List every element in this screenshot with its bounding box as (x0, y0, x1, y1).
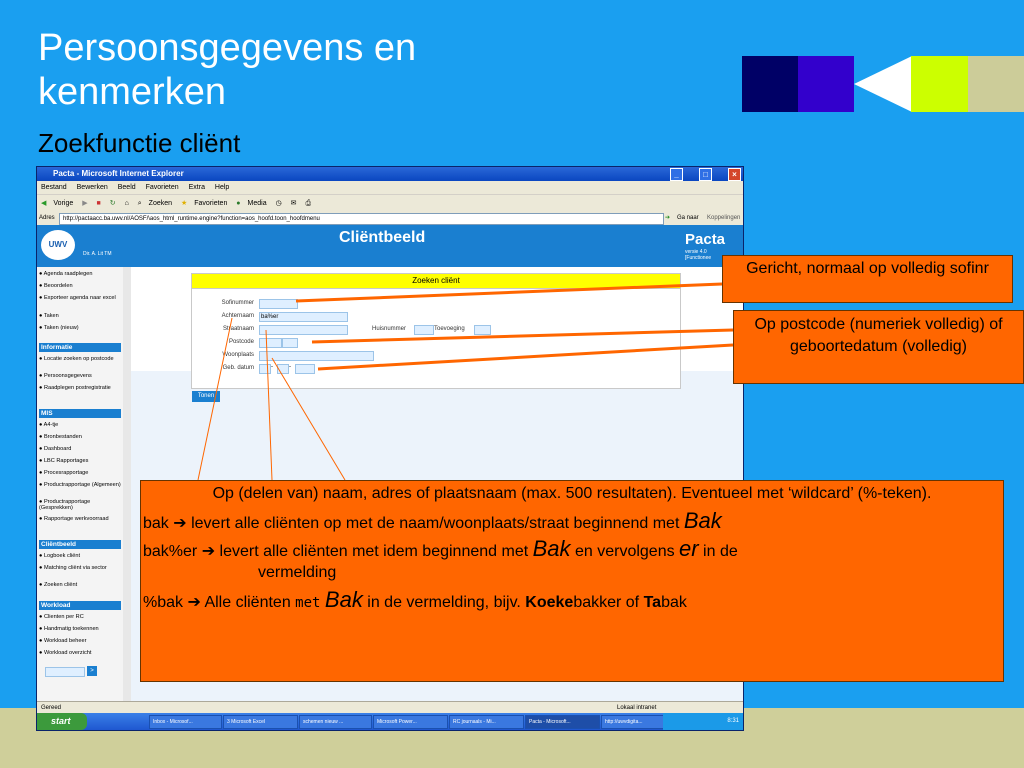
browser-title: Pacta - Microsoft Internet Explorer (53, 169, 184, 178)
task-uwvdigitaal[interactable]: http://uwvdigita... (601, 715, 670, 729)
sidebar-item-taken[interactable]: ● Taken (39, 313, 59, 319)
line-emphasis: er (679, 536, 699, 561)
sidebar-item-label: Matching cliënt via sector (43, 565, 107, 571)
sidebar-item-label: Zoeken cliënt (43, 582, 78, 588)
media-icon[interactable]: ● (236, 200, 241, 207)
line-text: in de vermelding, bijv. (362, 594, 526, 611)
search-button[interactable]: Zoeken (148, 200, 173, 207)
sidebar-item-productrapportage-algemeen[interactable]: ● Productrapportage (Algemeen) (39, 482, 121, 488)
sidebar-item-logboek[interactable]: ● Logboek cliënt (39, 553, 81, 559)
history-icon[interactable]: ◷ (275, 200, 282, 207)
sidebar-item-zoeken-client[interactable]: ● Zoeken cliënt (39, 582, 78, 588)
task-powerpoint[interactable]: Microsoft Power... (373, 715, 448, 729)
line-text: in de (698, 543, 738, 560)
brand-name: Pacta (685, 231, 726, 248)
callout-line-bakper (143, 538, 1001, 562)
connector-naam (198, 318, 232, 480)
sidebar-heading-mis: MIS (39, 409, 121, 418)
sidebar-item-beoordelen[interactable]: ● Beoordelen (39, 283, 73, 289)
sidebar-item-label: Exporteer agenda naar excel (43, 295, 116, 301)
line-text: bak ➔ levert alle cliënten op met de naam/woonplaats/straat beginnend met (143, 515, 684, 532)
page-title: Cliëntbeeld (339, 229, 426, 246)
sidebar-item-workload-overzicht[interactable]: ● Workload overzicht (39, 650, 92, 656)
forward-icon[interactable]: ▶ (82, 200, 88, 207)
sidebar-item-exporteer-agenda[interactable]: ● Exporteer agenda naar excel (39, 295, 116, 301)
sidebar-item-productrapportage-gesprekken[interactable]: ● Productrapportage (Gesprekken) (39, 499, 91, 511)
sofinummer-label: Sofinummer (221, 300, 254, 306)
line-bold: Koeke (525, 594, 574, 611)
line-text: bakker of (573, 594, 644, 611)
line-emphasis: Bak (324, 587, 363, 612)
sidebar-item-label: Productrapportage (Gesprekken) (39, 499, 91, 511)
toevoeging-label: Toevoeging (434, 326, 465, 332)
media-button[interactable]: Media (247, 200, 267, 207)
sidebar-item-label: Agenda raadplegen (43, 271, 93, 277)
line-mono: met (295, 595, 321, 611)
line-text: %bak ➔ Alle cliënten (143, 594, 296, 611)
go-icon[interactable]: ➔ (665, 215, 671, 221)
sidebar-item-label: Taken (43, 313, 59, 319)
address-label: Adres (39, 215, 55, 221)
line-emphasis: Bak (683, 508, 722, 533)
sidebar-item-clienten-per-rc[interactable]: ● Clienten per RC (39, 614, 84, 620)
go-button[interactable]: Ga naar (677, 215, 699, 221)
sidebar-item-persoonsgegevens[interactable]: ● Persoonsgegevens (39, 373, 92, 379)
callout-line-vermelding: vermelding (258, 564, 337, 581)
sidebar-item-label: Handmatig toekennen (43, 626, 99, 632)
logo-caption: Dir. A. Lit TM (83, 251, 112, 257)
maximize-icon[interactable]: □ (699, 168, 712, 181)
sidebar-item-lbc-rapportages[interactable]: ● LBC Rapportages (39, 458, 89, 464)
sidebar-item-label: Logboek cliënt (43, 553, 81, 559)
task-inbox[interactable]: Inbox - Microsof... (149, 715, 222, 729)
status-zone: Lokaal intranet (617, 705, 657, 711)
sidebar-item-workload-beheer[interactable]: ● Workload beheer (39, 638, 87, 644)
back-button[interactable]: Vorige (53, 200, 74, 207)
connector-straat (266, 330, 272, 480)
callout-sofinr: Gericht, normaal op volledig sofinr (722, 255, 1013, 303)
gebdatum-sep-1: - (271, 364, 273, 370)
sidebar-item-label: Raadplegen postregistratie (43, 385, 111, 391)
sidebar-heading-workload: Workload (39, 601, 121, 610)
callout-line-bak (143, 510, 1001, 534)
sidebar-item-label: Procesrapportage (43, 470, 89, 476)
line-text: bak (661, 594, 687, 611)
slide-title-line1: Persoonsgegevens en (38, 27, 417, 69)
print-icon[interactable]: ⎙ (305, 200, 312, 207)
form-heading: Zoeken cliënt (192, 274, 680, 289)
sidebar-item-agenda-raadplegen[interactable]: ● Agenda raadplegen (39, 271, 93, 277)
straatnaam-label: Straatnaam (222, 326, 254, 332)
callout-line-pbak (143, 589, 1001, 614)
address-input[interactable]: http://pactaacc.ba.uwv.nl/AOSF/\aos_html_runtime.engine?function=aos_hoofd.toon_hoofdmenu (59, 213, 664, 225)
sidebar-item-label: Workload overzicht (43, 650, 92, 656)
minimize-icon[interactable]: _ (670, 168, 683, 181)
menu-extra[interactable]: Extra (188, 184, 205, 191)
sidebar-item-label: Bronbestanden (43, 434, 82, 440)
sidebar-item-procesrapportage[interactable]: ● Procesrapportage (39, 470, 89, 476)
connector-woonplaats (272, 358, 345, 480)
menu-bewerken[interactable]: Bewerken (76, 184, 108, 191)
menu-help[interactable]: Help (214, 184, 230, 191)
huisnummer-label: Huisnummer (372, 326, 407, 332)
task-rc-journaals[interactable]: RC journaals - Mi... (449, 715, 524, 729)
gebdatum-sep-2: - (289, 364, 291, 370)
stop-icon[interactable]: ■ (96, 200, 101, 207)
mail-icon[interactable]: ✉ (290, 200, 297, 207)
menu-beeld[interactable]: Beeld (117, 184, 136, 191)
line-text: bak%er ➔ levert alle cliënten met idem beginnend met (143, 543, 533, 560)
brand-role-text: [Functionee (685, 255, 712, 261)
brand-version-text: versie 4.0 (685, 249, 707, 255)
sidebar-item-label: Clienten per RC (43, 614, 84, 620)
sidebar-heading-informatie: Informatie (39, 343, 121, 352)
connector-postcode (312, 330, 733, 342)
sidebar-item-dashboard[interactable]: ● Dashboard (39, 446, 72, 452)
sidebar-item-label: Dashboard (43, 446, 72, 452)
gebdatum-label: Geb. datum (222, 365, 254, 371)
uwv-logo: UWV (41, 230, 75, 260)
sidebar-item-label: Productrapportage (Algemeen) (43, 482, 121, 488)
sidebar-item-label: Persoonsgegevens (43, 373, 92, 379)
woonplaats-label: Woonplaats (222, 352, 254, 358)
links-button[interactable]: Koppelingen (707, 215, 741, 221)
search-icon[interactable]: ⌕ (137, 200, 142, 207)
callout-wildcard (140, 480, 1004, 682)
sidebar-item-label: Locatie zoeken op postcode (43, 356, 114, 362)
line-emphasis: Bak (532, 536, 571, 561)
sidebar-heading-clientbeeld: Cliëntbeeld (39, 540, 121, 549)
slide-subtitle: Zoekfunctie cliënt (38, 128, 241, 158)
sidebar-item-label: Beoordelen (43, 283, 73, 289)
tonen-button[interactable]: Tonen (192, 391, 220, 402)
callout-postcode: Op postcode (numeriek volledig) of geboortedatum (volledig) (733, 310, 1024, 384)
sidebar-item-matching[interactable]: ● Matching cliënt via sector (39, 565, 107, 571)
task-schemen[interactable]: schemen nieuw ... (299, 715, 372, 729)
start-button[interactable]: start (37, 713, 87, 730)
task-excel[interactable]: 3 Microsoft Excel (223, 715, 298, 729)
sidebar-item-label: A4-tje (43, 422, 59, 428)
sidebar-item-label: LBC Rapportages (43, 458, 89, 464)
postcode-label: Postcode (228, 339, 254, 345)
sidebar-item-postregistratie[interactable]: ● Raadplegen postregistratie (39, 385, 111, 391)
sidebar-item-taken-nieuw[interactable]: ● Taken (nieuw) (39, 325, 79, 331)
sidebar-item-bronbestanden[interactable]: ● Bronbestanden (39, 434, 82, 440)
sidebar-item-locatie[interactable]: ● Locatie zoeken op postcode (39, 356, 114, 362)
connector-sofinr (296, 284, 722, 301)
clock: 8:31 (727, 718, 739, 724)
sidebar-item-label: Workload beheer (43, 638, 87, 644)
sidebar-item-rapportage-werkvoorraad[interactable]: ● Rapportage werkvoorraad (39, 516, 109, 522)
sidebar-search-go-icon[interactable]: > (87, 666, 97, 676)
status-text: Gereed (41, 705, 62, 711)
slide-title-line2: kenmerken (38, 71, 226, 113)
sidebar-item-a4tje[interactable]: ● A4-tje (39, 422, 59, 428)
sidebar-item-label: Taken (nieuw) (43, 325, 79, 331)
task-pacta[interactable]: Pacta - Microsoft... (525, 715, 600, 729)
close-icon[interactable]: × (728, 168, 741, 181)
achternaam-label: Achternaam (221, 313, 254, 319)
back-icon[interactable]: ◀ (41, 200, 47, 207)
sidebar-item-handmatig[interactable]: ● Handmatig toekennen (39, 626, 99, 632)
favorites-icon[interactable]: ★ (180, 200, 188, 207)
line-text: en vervolgens (570, 543, 680, 560)
achternaam-input[interactable]: ba%er (259, 312, 348, 322)
line-bold: Ta (643, 594, 662, 611)
sidebar-item-label: Rapportage werkvoorraad (43, 516, 109, 522)
home-icon[interactable]: ⌂ (124, 200, 129, 207)
refresh-icon[interactable]: ↻ (109, 200, 116, 207)
connector-gebdatum (318, 345, 733, 369)
favorites-button[interactable]: Favorieten (194, 200, 228, 207)
callout-intro: Op (delen van) naam, adres of plaatsnaam (max. 500 resultaten). Eventueel met ‘wildcard’ (%-teken). (212, 485, 932, 502)
menu-bestand[interactable]: Bestand (41, 184, 67, 191)
menu-favorieten[interactable]: Favorieten (145, 184, 179, 191)
